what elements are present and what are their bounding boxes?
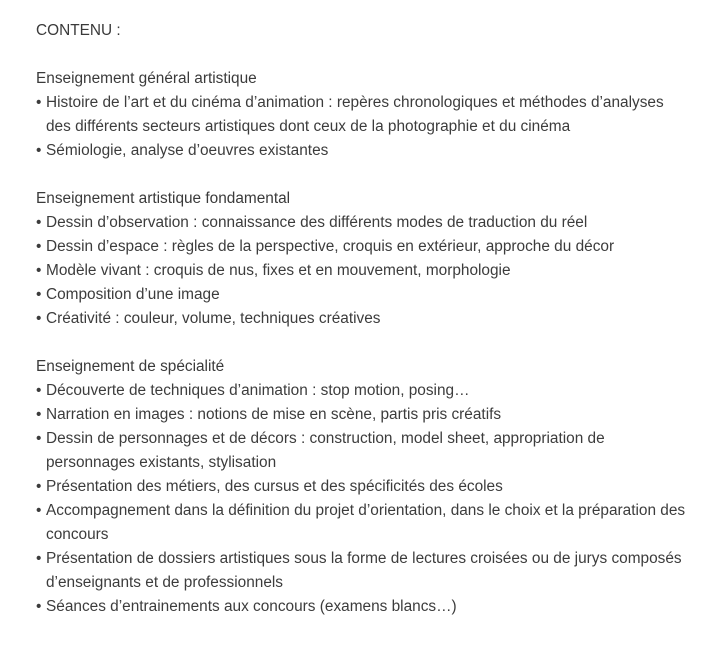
bullet-icon: •: [36, 430, 42, 447]
bullet-icon: •: [36, 478, 42, 495]
section-general-artistic: [36, 67, 686, 163]
bullet-icon: •: [36, 598, 42, 615]
list-item: [36, 307, 686, 331]
list-item: [36, 91, 686, 139]
bullet-icon: •: [36, 310, 42, 327]
list-item: [36, 235, 686, 259]
list-item: [36, 379, 686, 403]
bullet-icon: •: [36, 550, 42, 567]
list-item-text: Composition d’une image: [46, 286, 220, 303]
list-item: [36, 403, 686, 427]
list-item: [36, 499, 686, 547]
list-item-text: Accompagnement dans la définition du projet d’orientation, dans le choix et la préparation des concours: [46, 502, 686, 543]
section-list: [36, 91, 686, 163]
list-item: [36, 547, 686, 595]
list-item: [36, 595, 686, 619]
list-item-text: Présentation de dossiers artistiques sous la forme de lectures croisées ou de jurys composés d’enseignants et de professionnels: [46, 550, 682, 591]
list-item-text: Présentation des métiers, des cursus et des spécificités des écoles: [46, 478, 503, 495]
list-item-text: Créativité : couleur, volume, techniques créatives: [46, 310, 381, 327]
list-item-text: Dessin de personnages et de décors : construction, model sheet, appropriation de personnages existants, stylisation: [46, 430, 605, 471]
list-item-text: Découverte de techniques d’animation : stop motion, posing…: [46, 382, 470, 399]
bullet-icon: •: [36, 406, 42, 423]
page-heading: CONTENU :: [36, 22, 121, 39]
section-title: Enseignement artistique fondamental: [36, 190, 291, 207]
section-fundamental-artistic: [36, 187, 686, 331]
section-list: [36, 379, 686, 619]
section-specialty: [36, 355, 686, 619]
section-title: Enseignement de spécialité: [36, 358, 225, 375]
bullet-icon: •: [36, 382, 42, 399]
bullet-icon: •: [36, 502, 42, 519]
list-item-text: Sémiologie, analyse d’oeuvres existantes: [46, 142, 329, 159]
list-item: [36, 427, 686, 475]
section-title: Enseignement général artistique: [36, 70, 257, 87]
list-item-text: Histoire de l’art et du cinéma d’animation : repères chronologiques et méthodes d’analyses des différents secteurs artistiques dont ceux de la photographie et du cinéma: [46, 94, 664, 135]
bullet-icon: •: [36, 262, 42, 279]
list-item-text: Dessin d’espace : règles de la perspective, croquis en extérieur, approche du décor: [46, 238, 615, 255]
list-item: [36, 283, 686, 307]
list-item-text: Dessin d’observation : connaissance des différents modes de traduction du réel: [46, 214, 588, 231]
section-list: [36, 211, 686, 331]
list-item-text: Narration en images : notions de mise en scène, partis pris créatifs: [46, 406, 502, 423]
bullet-icon: •: [36, 94, 42, 111]
list-item: [36, 475, 686, 499]
bullet-icon: •: [36, 142, 42, 159]
list-item-text: Séances d’entrainements aux concours (examens blancs…): [46, 598, 457, 615]
bullet-icon: •: [36, 286, 42, 303]
bullet-icon: •: [36, 238, 42, 255]
list-item: [36, 211, 686, 235]
list-item: [36, 139, 686, 163]
list-item: [36, 259, 686, 283]
bullet-icon: •: [36, 214, 42, 231]
list-item-text: Modèle vivant : croquis de nus, fixes et en mouvement, morphologie: [46, 262, 511, 279]
